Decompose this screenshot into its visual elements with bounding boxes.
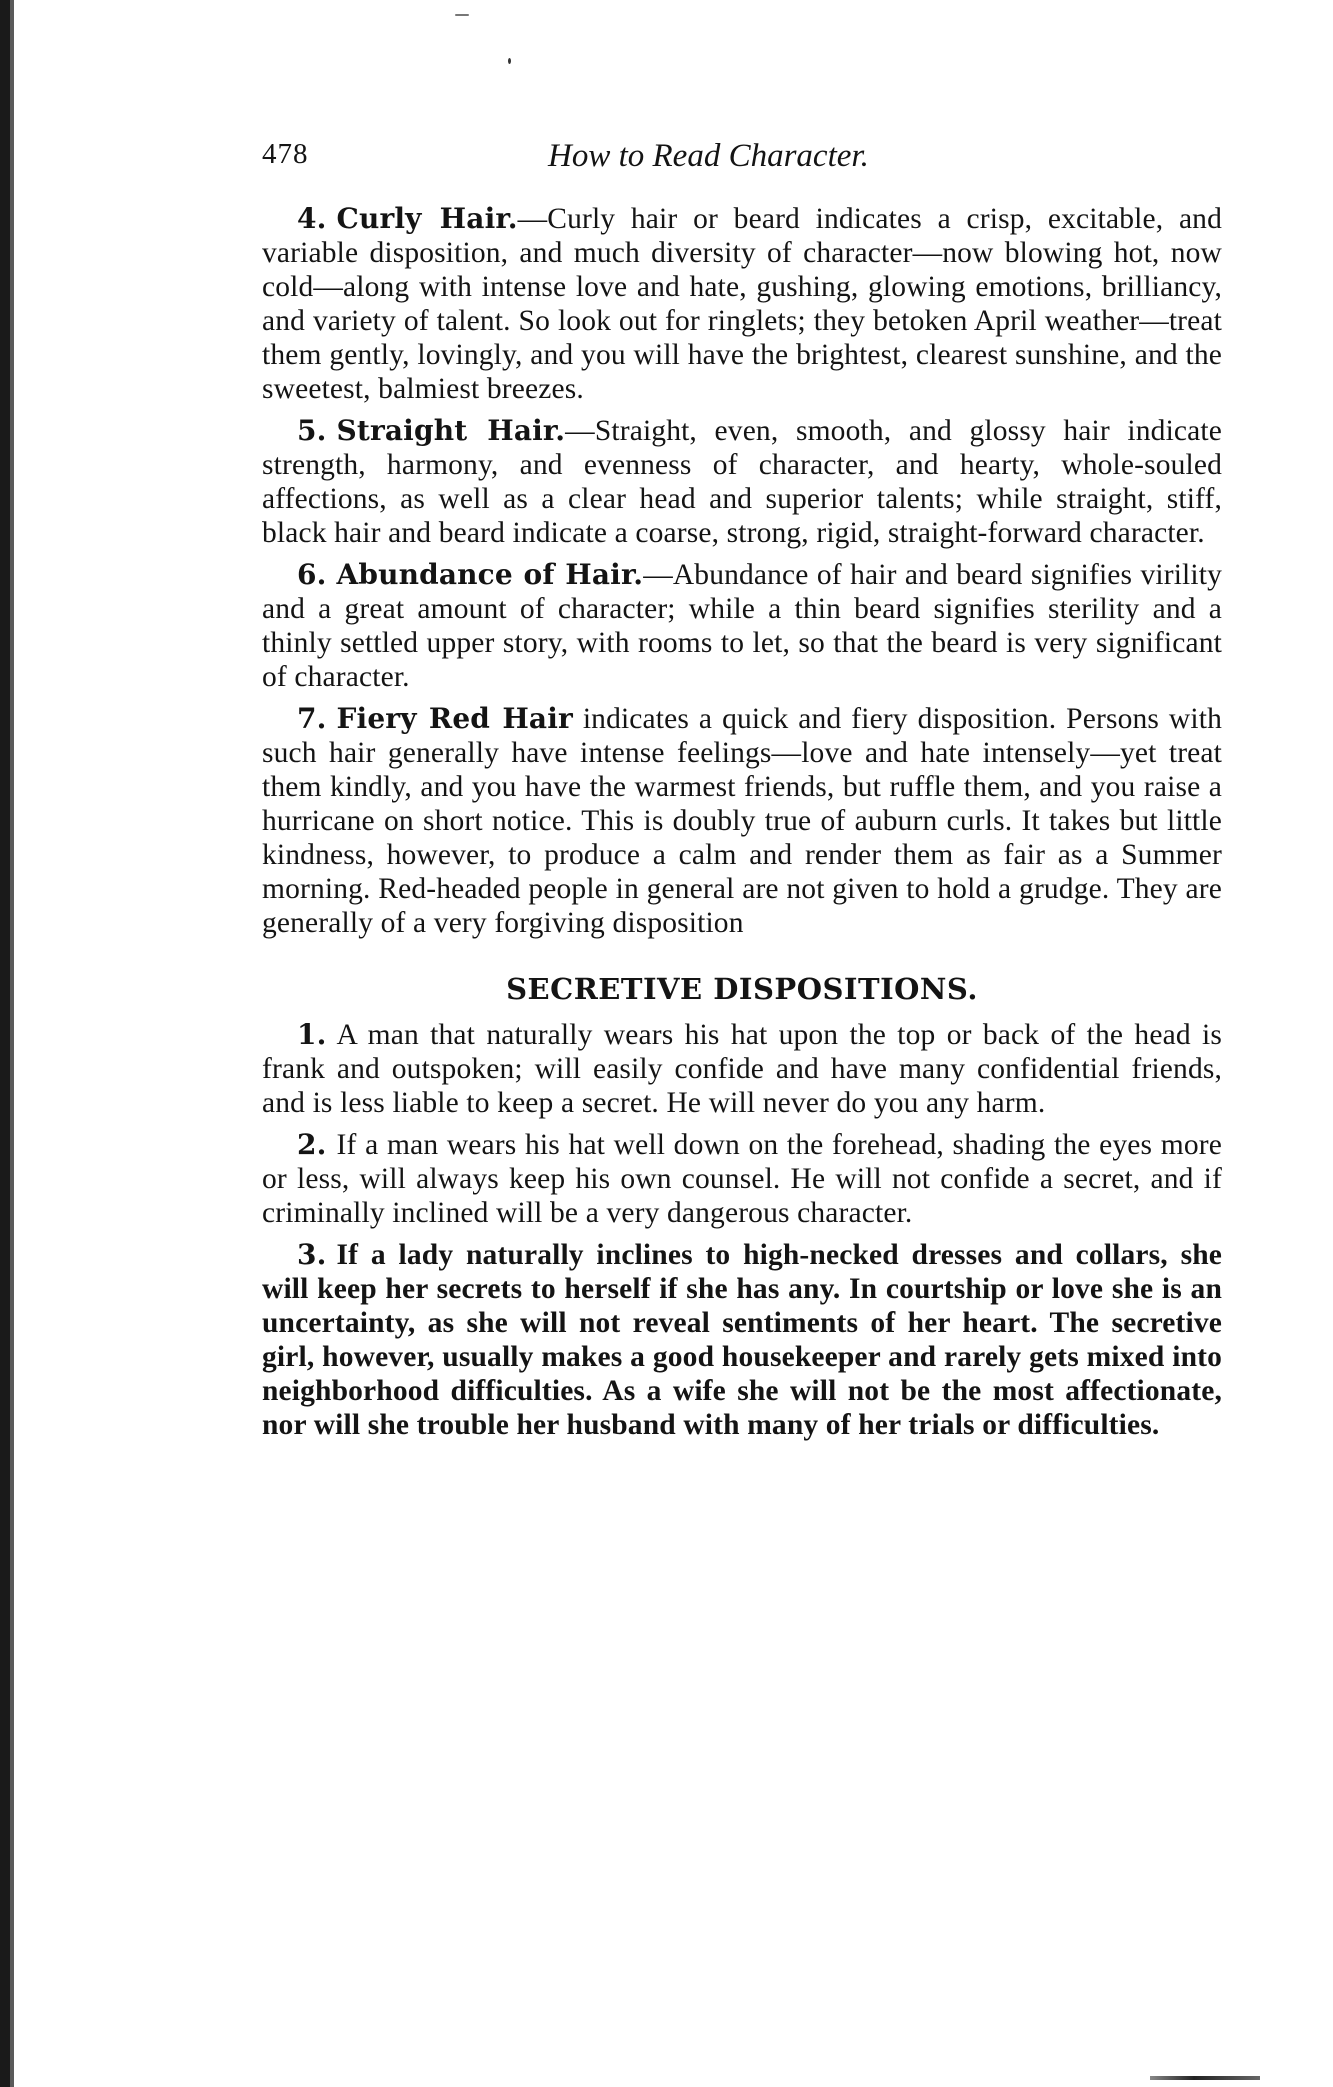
paragraph-hat-on-top	[262, 1018, 1222, 1120]
paragraph-high-necked-dresses	[262, 1238, 1222, 1442]
book-page	[262, 138, 1222, 1450]
page-edge-smudge	[1150, 2076, 1260, 2080]
item-heading: Curly Hair.	[336, 202, 518, 235]
paragraph-fiery-red-hair	[262, 702, 1222, 940]
page-number: 478	[262, 138, 309, 170]
item-text: —Abundance of hair and beard signifies virility and a great amount of character; while a thin beard signifies sterility and a thinly settled upper story, with rooms to let, so that the beard is very significant of character.	[262, 559, 1222, 693]
ink-speck	[455, 14, 469, 16]
item-number: 6.	[297, 558, 327, 591]
running-title: How to Read Character.	[548, 138, 869, 174]
paragraph-straight-hair	[262, 414, 1222, 550]
item-text: —Curly hair or beard indicates a crisp, excitable, and variable disposition, and much diversity of character—now blowing hot, now cold—along with intense love and hate, gushing, glowing emotions, brilliancy, and variety of talent. So look out for ringlets; they betoken April weather—treat them gently, lovingly, and you will have the brightest, clearest sunshine, and the sweetest, balmiest breezes.	[262, 203, 1222, 405]
paragraph-hat-on-forehead	[262, 1128, 1222, 1230]
item-heading: Abundance of Hair.	[336, 558, 644, 591]
item-text: If a lady naturally inclines to high-necked dresses and collars, she will keep her secrets to herself if she has any. In courtship or love she is an uncertainty, as she will not reveal sentiments of her heart. The secretive girl, however, usually makes a good housekeeper and rarely gets mixed into neighborhood difficulties. As a wife she will not be the most affectionate, nor will she trouble her husband with many of her trials or difficulties.	[262, 1239, 1222, 1441]
item-number: 5.	[297, 414, 327, 447]
item-number: 2.	[297, 1128, 327, 1161]
hair-section	[262, 202, 1222, 940]
book-binding-edge	[0, 0, 10, 2087]
secretive-section	[262, 1018, 1222, 1442]
item-number: 4.	[297, 202, 327, 235]
item-number: 7.	[297, 702, 327, 735]
item-number: 3.	[297, 1238, 327, 1271]
book-binding-shadow	[10, 0, 14, 2087]
item-text: A man that naturally wears his hat upon the top or back of the head is frank and outspoken; will easily confide and have many confidential friends, and is less liable to keep a secret. He will never do you any harm.	[262, 1019, 1222, 1119]
paragraph-abundance-of-hair	[262, 558, 1222, 694]
ink-speck	[508, 58, 511, 64]
running-header	[262, 138, 1222, 186]
item-heading: Fiery Red Hair	[336, 702, 573, 735]
item-heading: Straight Hair.	[336, 414, 566, 447]
item-number: 1.	[297, 1018, 327, 1051]
item-text: If a man wears his hat well down on the forehead, shading the eyes more or less, will always keep his own counsel. He will not confide a secret, and if criminally inclined will be a very dangerous character.	[262, 1129, 1222, 1229]
paragraph-curly-hair	[262, 202, 1222, 406]
section-heading-secretive-dispositions: SECRETIVE DISPOSITIONS.	[506, 972, 978, 1006]
item-text: —Straight, even, smooth, and glossy hair indicate strength, harmony, and evenness of character, and hearty, whole-souled affections, as well as a clear head and superior talents; while straight, stiff, black hair and beard indicate a coarse, strong, rigid, straight-forward character.	[262, 415, 1222, 549]
item-text: indicates a quick and fiery disposition. Persons with such hair generally have intense feelings—love and hate intensely—yet treat them kindly, and you have the warmest friends, but ruffle them, and you raise a hurricane on short notice. This is doubly true of auburn curls. It takes but little kindness, however, to produce a calm and render them as fair as a Summer morning. Red-headed people in general are not given to hold a grudge. They are generally of a very forgiving disposition	[262, 703, 1222, 939]
